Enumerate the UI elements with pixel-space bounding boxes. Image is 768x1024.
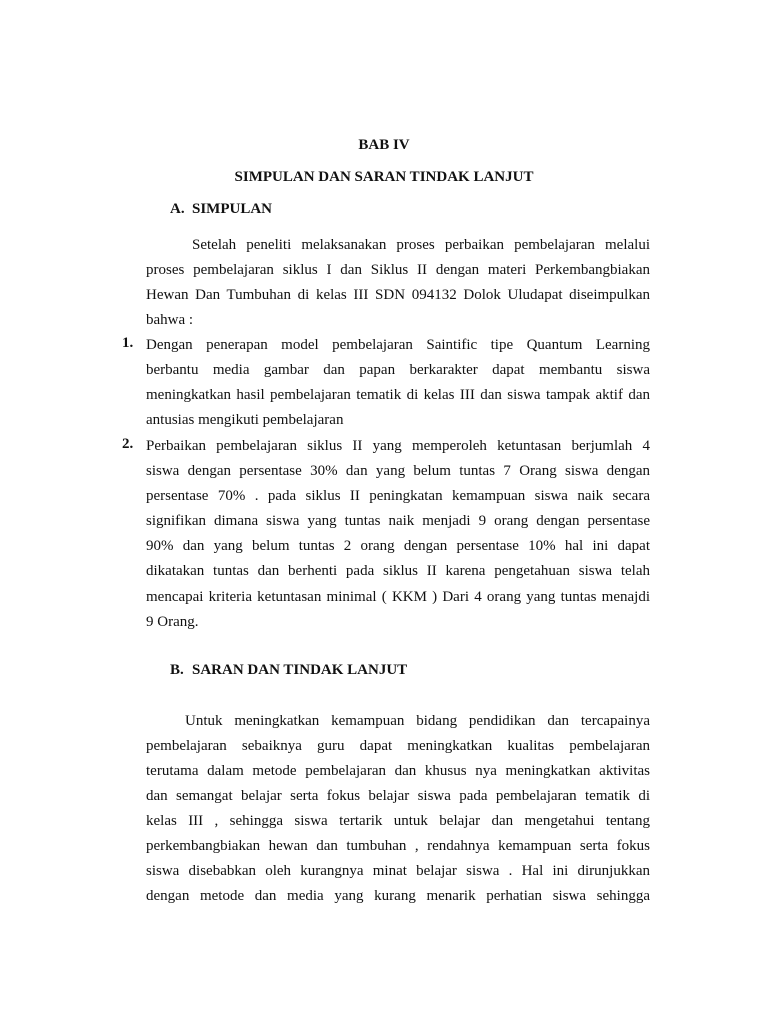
chapter-title: SIMPULAN DAN SARAN TINDAK LANJUT — [234, 169, 534, 185]
paragraph-line: dengan metode dan media yang kurang menarik perhatian siswa sehingga — [146, 888, 650, 904]
list-item-line: mencapai kriteria ketuntasan minimal ( KKM ) Dari 4 orang yang tuntas menajdi — [146, 589, 650, 605]
paragraph-line: terutama dalam metode pembelajaran dan khusus nya meningkatkan aktivitas — [146, 763, 650, 779]
list-item-line: dikatakan tuntas dan berhenti pada siklus II karena pengetahuan siswa telah — [146, 563, 650, 579]
paragraph-line: dan semangat belajar serta fokus belajar siswa pada pembelajaran tematik di — [146, 788, 650, 804]
intro-line: Hewan Dan Tumbuhan di kelas III SDN 094132 Dolok Uludapat diseimpulkan — [146, 287, 650, 303]
section-b-title: SARAN DAN TINDAK LANJUT — [192, 662, 408, 678]
list-item-line: antusias mengikuti pembelajaran — [146, 412, 344, 428]
paragraph-line: pembelajaran sebaiknya guru dapat meningkatkan kualitas pembelajaran — [146, 738, 650, 754]
list-number: 1. — [122, 335, 134, 351]
section-b-marker: B. — [170, 662, 184, 678]
section-a-title: SIMPULAN — [192, 201, 273, 217]
list-item-line: siswa dengan persentase 30% dan yang belum tuntas 7 Orang siswa dengan — [146, 463, 650, 479]
intro-line: Setelah peneliti melaksanakan proses perbaikan pembelajaran melalui — [192, 237, 650, 253]
section-a-marker: A. — [170, 201, 185, 217]
list-number: 2. — [122, 436, 134, 452]
intro-line: bahwa : — [146, 312, 194, 328]
list-item-line: signifikan dimana siswa yang tuntas naik menjadi 9 orang dengan persentase — [146, 513, 650, 529]
list-item-line: meningkatkan hasil pembelajaran tematik di kelas III dan siswa tampak aktif dan — [146, 387, 650, 403]
list-item-line: berbantu media gambar dan papan berkarakter dapat membantu siswa — [146, 362, 650, 378]
list-item-line: Dengan penerapan model pembelajaran Saintific tipe Quantum Learning — [146, 337, 650, 353]
chapter-heading: BAB IV — [358, 137, 410, 153]
list-item-line: Perbaikan pembelajaran siklus II yang memperoleh ketuntasan berjumlah 4 — [146, 438, 650, 454]
paragraph-line: siswa disebabkan oleh kurangnya minat belajar siswa . Hal ini dirunjukkan — [146, 863, 650, 879]
list-item-line: 9 Orang. — [146, 614, 199, 630]
list-item-line: 90% dan yang belum tuntas 2 orang dengan persentase 10% hal ini dapat — [146, 538, 650, 554]
paragraph-line: Untuk meningkatkan kemampuan bidang pendidikan dan tercapainya — [185, 713, 650, 729]
intro-line: proses pembelajaran siklus I dan Siklus II dengan materi Perkembangbiakan — [146, 262, 650, 278]
paragraph-line: kelas III , sehingga siswa tertarik untuk belajar dan mengetahui tentang — [146, 813, 650, 829]
paragraph-line: perkembangbiakan hewan dan tumbuhan , rendahnya kemampuan serta fokus — [146, 838, 650, 854]
list-item-line: persentase 70% . pada siklus II peningkatan kemampuan siswa naik secara — [146, 488, 650, 504]
